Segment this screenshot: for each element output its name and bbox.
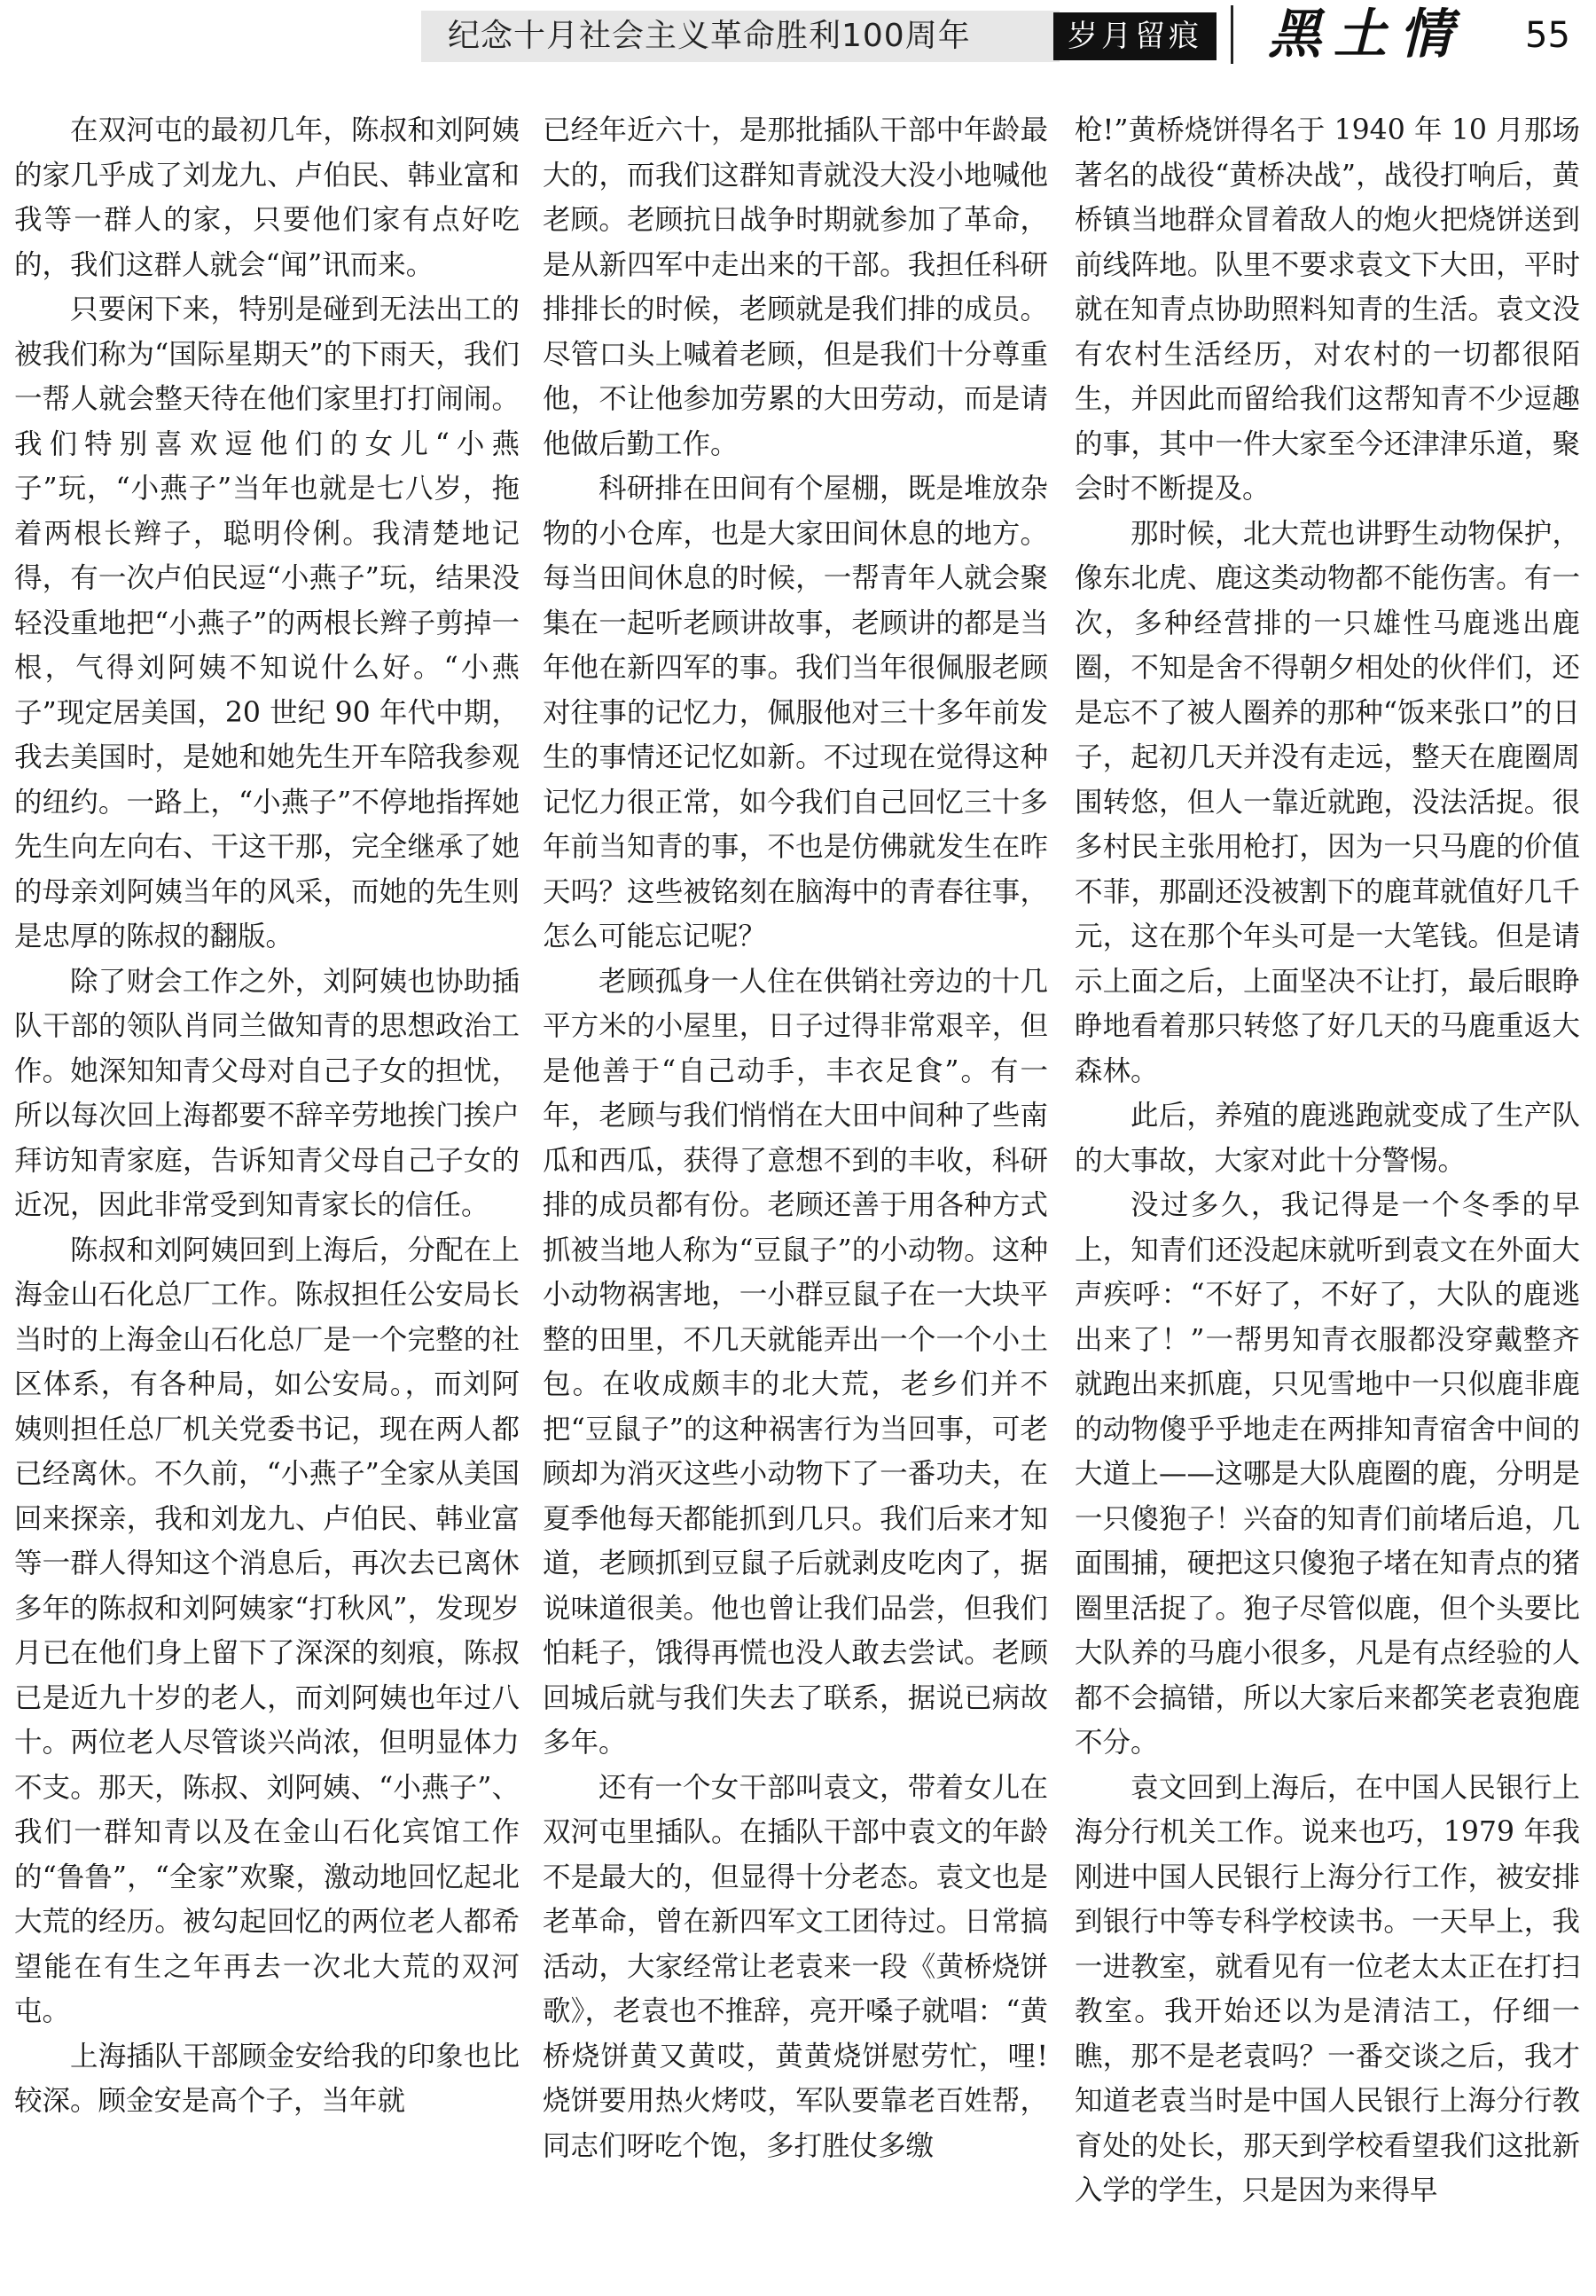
- paragraph: 在双河屯的最初几年，陈叔和刘阿姨的家几乎成了刘龙九、卢伯民、韩业富和我等一群人的家，只要他们家有点好吃的，我们这群人就会“闻”讯而来。: [14, 114, 520, 281]
- header-divider: [1231, 5, 1233, 64]
- paragraph-continued: 枪!”黄桥烧饼得名于 1940 年 10 月那场著名的战役“黄桥决战”，战役打响后，黄桥镇当地群众冒着敌人的炮火把烧饼送到前线阵地。队里不要求袁文下大田，平时就在知青点协助照料知青的生活。袁文没有农村生活经历，对农村的一切都很陌生，并因此而留给我们这帮知青不少逗趣的事，其中一件大家至今还津津乐道，聚会时不断提及。: [1075, 114, 1580, 505]
- magazine-logo: 黑土情: [1268, 4, 1465, 66]
- text-column-3: [1075, 108, 1580, 2214]
- text-column-2: [543, 108, 1048, 2168]
- paragraph: 除了财会工作之外，刘阿姨也协助插队干部的领队肖同兰做知青的思想政治工作。她深知知青父母对自己子女的担忧，所以每次回上海都要不辞辛劳地挨门挨户拜访知青家庭，告诉知青父母自己子女的近况，因此非常受到知青家长的信任。: [14, 965, 520, 1221]
- paragraph: 此后，养殖的鹿逃跑就变成了生产队的大事故，大家对此十分警惕。: [1075, 1100, 1580, 1177]
- paragraph: 还有一个女干部叫袁文，带着女儿在双河屯里插队。在插队干部中袁文的年龄不是最大的，但显得十分老态。袁文也是老革命，曾在新四军文工团待过。日常搞活动，大家经常让老袁来一段《黄桥烧饼歌》，老袁也不推辞，亮开嗓子就唱：“黄桥烧饼黄又黄哎，黄黄烧饼慰劳忙，哩!烧饼要用热火烤哎，军队要靠老百姓帮，同志们呀吃个饱，多打胜仗多缴: [543, 1771, 1048, 2162]
- paragraph: 那时候，北大荒也讲野生动物保护，像东北虎、鹿这类动物都不能伤害。有一次，多种经营排的一只雄性马鹿逃出鹿圈，不知是舍不得朝夕相处的伙伴们，还是忘不了被人圈养的那种“饭来张口”的日子，起初几天并没有走远，整天在鹿圈周围转悠，但人一靠近就跑，没法活捉。很多村民主张用枪打，因为一只马鹿的价值不菲，那副还没被割下的鹿茸就值好几千元，这在那个年头可是一大笔钱。但是请示上面之后，上面坚决不让打，最后眼睁睁地看着那只转悠了好几天的马鹿重返大森林。: [1075, 517, 1580, 1087]
- section-tag: 岁月留痕: [1053, 12, 1217, 60]
- paragraph: 只要闲下来，特别是碰到无法出工的被我们称为“国际星期天”的下雨天，我们一帮人就会整天待在他们家里打打闹闹。我们特别喜欢逗他们的女儿“小燕子”玩，“小燕子”当年也就是七八岁，拖着两根长辫子，聪明伶俐。我清楚地记得，有一次卢伯民逗“小燕子”玩，结果没轻没重地把“小燕子”的两根长辫子剪掉一根，气得刘阿姨不知说什么好。“小燕子”现定居美国，20 世纪 90 年代中期，我去美国时，是她和她先生开车陪我参观的纽约。一路上，“小燕子”不停地指挥她先生向左向右、干这干那，完全继承了她的母亲刘阿姨当年的风采，而她的先生则是忠厚的陈叔的翻版。: [14, 294, 520, 952]
- paragraph: 没过多久，我记得是一个冬季的早上，知青们还没起床就听到袁文在外面大声疾呼：“不好了，不好了，大队的鹿逃出来了！”一帮男知青衣服都没穿戴整齐就跑出来抓鹿，只见雪地中一只似鹿非鹿的动物傻乎乎地走在两排知青宿舍中间的大道上——这哪是大队鹿圈的鹿，分明是一只傻狍子！兴奋的知青们前堵后追，几面围捕，硬把这只傻狍子堵在知青点的猪圈里活捉了。狍子尽管似鹿，但个头要比大队养的马鹿小很多，凡是有点经验的人都不会搞错，所以大家后来都笑老袁狍鹿不分。: [1075, 1189, 1580, 1759]
- paragraph: 老顾孤身一人住在供销社旁边的十几平方米的小屋里，日子过得非常艰辛，但是他善于“自己动手，丰衣足食”。有一年，老顾与我们悄悄在大田中间种了些南瓜和西瓜，获得了意想不到的丰收，科研排的成员都有份。老顾还善于用各种方式抓被当地人称为“豆鼠子”的小动物。这种小动物祸害地，一小群豆鼠子在一大块平整的田里，不几天就能弄出一个一个小土包。在收成颇丰的北大荒，老乡们并不把“豆鼠子”的这种祸害行为当回事，可老顾却为消灭这些小动物下了一番功夫，在夏季他每天都能抓到几只。我们后来才知道，老顾抓到豆鼠子后就剥皮吃肉了，据说味道很美。他也曾让我们品尝，但我们怕耗子，饿得再慌也没人敢去尝试。老顾回城后就与我们失去了联系，据说已病故多年。: [543, 965, 1048, 1759]
- paragraph-continued: 已经年近六十，是那批插队干部中年龄最大的，而我们这群知青就没大没小地喊他老顾。老顾抗日战争时期就参加了革命，是从新四军中走出来的干部。我担任科研排排长的时候，老顾就是我们排的成员。尽管口头上喊着老顾，但是我们十分尊重他，不让他参加劳累的大田劳动，而是请他做后勤工作。: [543, 114, 1048, 460]
- paragraph: 上海插队干部顾金安给我的印象也比较深。顾金安是高个子，当年就: [14, 2040, 520, 2117]
- page-header: [0, 0, 1596, 71]
- paragraph: 袁文回到上海后，在中国人民银行上海分行机关工作。说来也巧，1979 年我刚进中国人民银行上海分行工作，被安排到银行中等专科学校读书。一天早上，我一进教室，就看见有一位老太太正在打扫教室。我开始还以为是清洁工，仔细一瞧，那不是老袁吗？一番交谈之后，我才知道老袁当时是中国人民银行上海分行教育处的处长，那天到学校看望我们这批新入学的学生，只是因为来得早: [1075, 1771, 1580, 2206]
- paragraph: 科研排在田间有个屋棚，既是堆放杂物的小仓库，也是大家田间休息的地方。每当田间休息的时候，一帮青年人就会聚集在一起听老顾讲故事，老顾讲的都是当年他在新四军的事。我们当年很佩服老顾对往事的记忆力，佩服他对三十多年前发生的事情还记忆如新。不过现在觉得这种记忆力很正常，如今我们自己回忆三十多年前当知青的事，不也是仿佛就发生在昨天吗？这些被铭刻在脑海中的青春往事，怎么可能忘记呢？: [543, 473, 1048, 952]
- paragraph: 陈叔和刘阿姨回到上海后，分配在上海金山石化总厂工作。陈叔担任公安局长当时的上海金山石化总厂是一个完整的社区体系，有各种局，如公安局。，而刘阿姨则担任总厂机关党委书记，现在两人都已经离休。不久前，“小燕子”全家从美国回来探亲，我和刘龙九、卢伯民、韩业富等一群人得知这个消息后，再次去已离休多年的陈叔和刘阿姨家“打秋风”，发现岁月已在他们身上留下了深深的刻痕，陈叔已是近九十岁的老人，而刘阿姨也年过八十。两位老人尽管谈兴尚浓，但明显体力不支。那天，陈叔、刘阿姨、“小燕子”、我们一群知青以及在金山石化宾馆工作的“鲁鲁”，“全家”欢聚，激动地回忆起北大荒的经历。被勾起回忆的两位老人都希望能在有生之年再去一次北大荒的双河屯。: [14, 1234, 520, 2027]
- page-number: 55: [1525, 15, 1570, 56]
- header-title: 纪念十月社会主义革命胜利100周年: [448, 18, 971, 54]
- text-column-1: [14, 108, 520, 2124]
